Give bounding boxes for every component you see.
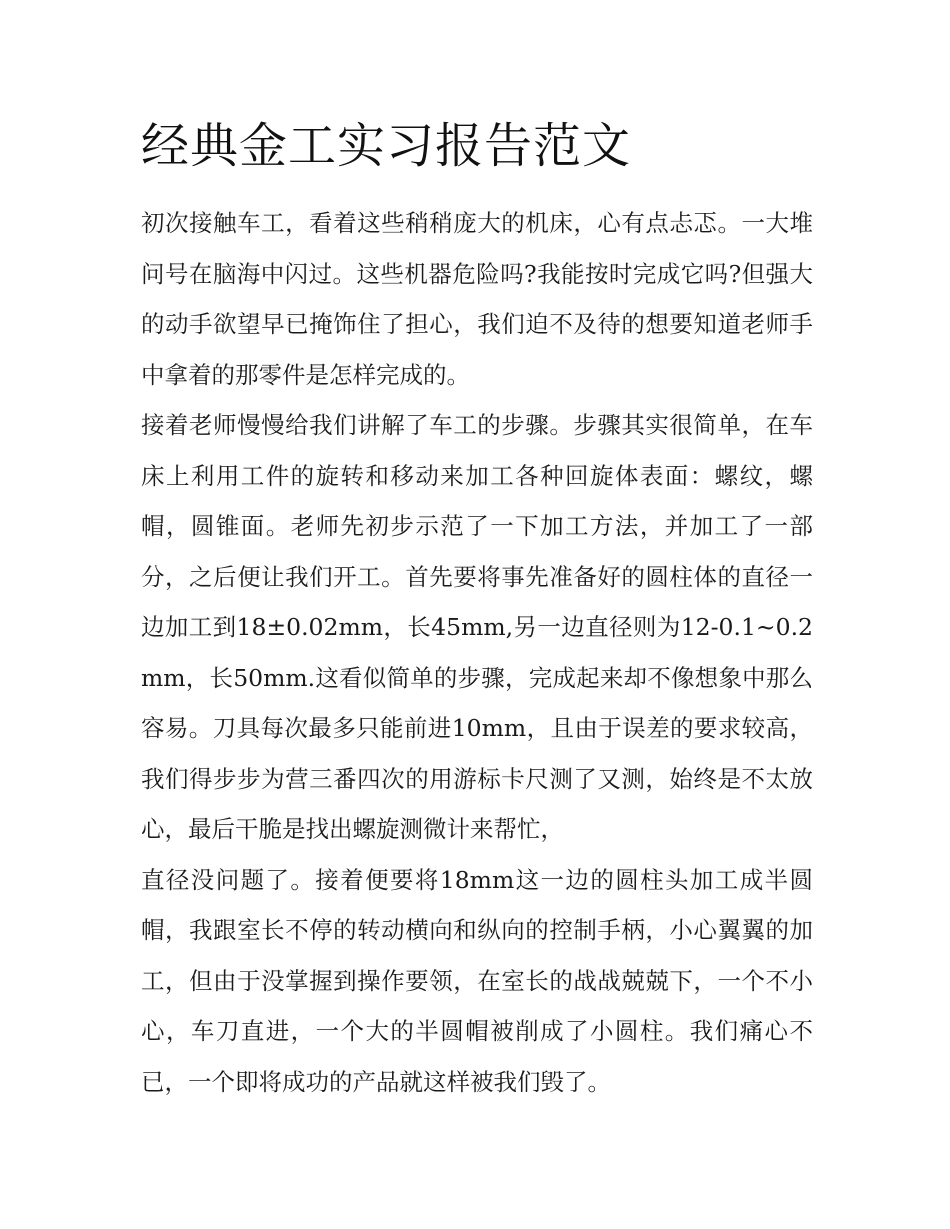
document-page bbox=[141, 112, 813, 1107]
paragraph-first-contact: 初次接触车工，看着这些稍稍庞大的机床，心有点忐忑。一大堆问号在脑海中闪过。这些机器危险吗?我能按时完成它吗?但强大的动手欲望早已掩饰住了担心，我们迫不及待的想要知道老师手中拿着的那零件是怎样完成的。 bbox=[141, 209, 813, 389]
paragraph-half-round-cap: 直径没问题了。接着便要将18mm这一边的圆柱头加工成半圆帽，我跟室长不停的转动横向和纵向的控制手柄，小心翼翼的加工，但由于没掌握到操作要领，在室长的战战兢兢下，一个不小心，车刀直进，一个大的半圆帽被削成了小圆柱。我们痛心不已，一个即将成功的产品就这样被我们毁了。 bbox=[141, 865, 813, 1096]
paragraph-lathe-steps: 接着老师慢慢给我们讲解了车工的步骤。步骤其实很简单，在车床上利用工件的旋转和移动来加工各种回旋体表面：螺纹，螺帽，圆锥面。老师先初步示范了一下加工方法，并加工了一部分，之后便让我们开工。首先要将事先准备好的圆柱体的直径一边加工到18±0.02mm，长45mm,另一边直径则为12-0.1~0.2mm，长50mm.这看似简单的步骤，完成起来却不像想象中那么容易。刀具每次最多只能前进10mm，且由于误差的要求较高，我们得步步为营三番四次的用游标卡尺测了又测，始终是不太放心，最后干脆是找出螺旋测微计来帮忙， bbox=[141, 411, 813, 843]
document-title: 经典金工实习报告范文 bbox=[141, 118, 632, 174]
